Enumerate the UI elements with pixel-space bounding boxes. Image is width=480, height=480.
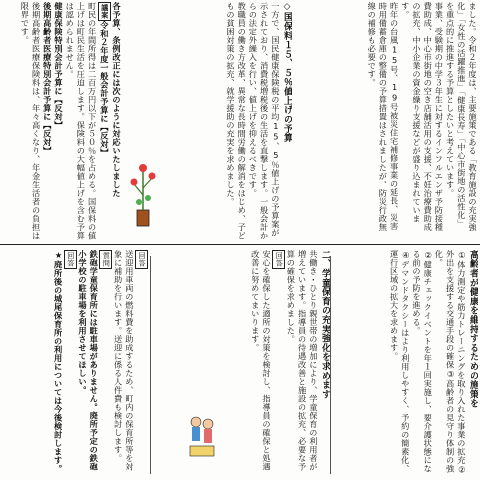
item-3-body: 後期高齢者医療保険料は、年々高くなり、年金生活者の負担は限界です。 bbox=[20, 2, 42, 240]
potted-plant-illustration bbox=[128, 150, 158, 230]
top-mid-paragraph-1: 一方で、国民健康保険税の平均15、5％値上げの予算案が示されており、消費税増税後の生活を直撃します。一般会計からの法定外繰入を行い、値上げを抑えるべきです。 bbox=[248, 2, 281, 240]
bottom-mid-paragraph-1: 共働き・ひとり親世帯の増加により、学童保育の利用者が増えています。指導員の待遇改善と施設の拡充、必要な予算の確保を求めました。 bbox=[286, 250, 319, 471]
bottom-left-paragraph-1: 送迎用車両の燃料費を助成するため、町内の保育所等を対象に補助を行います。送迎に係る人件費も検討します。 bbox=[113, 250, 135, 471]
bottom-mid-paragraph-2: 安心を確保した適所の対策を検討し、指導員の確保と処遇改善に努めてまいります。 bbox=[250, 250, 272, 471]
item-1-body: 町民の年間所得は二百万円以下が５０％を占める。国保料の値上げは町民生活を圧迫します。保険料の大幅値上げを含む予算は認められません。 bbox=[65, 2, 98, 240]
item-1-title bbox=[98, 2, 111, 242]
top-right-text-block bbox=[296, 2, 478, 234]
top-right-line-1: ました。令和２年度は、主要施策である「教育施設の充実強化」「女性の活躍推進」「健康長寿」「中心市街地の活性化」を重点的に推進する予算としたいと考えています。 bbox=[445, 2, 478, 232]
question-tag: 質問 bbox=[99, 250, 112, 269]
bottom-right-paragraph-3: ④デマンドタクシーはより利用しやすく、予約の簡素化、運行区域の拡大を求めます。 bbox=[389, 250, 411, 473]
elderly-health-heading: 高齢者が健康を維持するための施策を bbox=[468, 250, 478, 409]
horizontal-divider bbox=[0, 244, 480, 245]
bottom-right-paragraph-2: ②健康チェックイベントを年１回実施し、要介護状態になる前の予防を進める。 bbox=[411, 250, 434, 473]
budget-response-title: 各予算、条例改正には次のように対応いたしました bbox=[112, 2, 122, 198]
top-left-text-block bbox=[2, 2, 122, 242]
bottom-right-paragraph-1: ①体力測定や筋力トレーニングを取り入れた事業の拡充②外出を支援する交通手段の確保③高齢者の見守り体制の強化。 bbox=[434, 250, 467, 475]
top-mid-paragraph-2: 教職員の働き方改革、異常な長時間労働の解消をはじめ、子どもの貧困対策の拡充、就学援助の充実を求めました。 bbox=[225, 2, 248, 240]
answer-tag-1: 回答 bbox=[135, 250, 148, 269]
after-school-care-heading: 二、学童保育の充実強化を求めます bbox=[320, 250, 330, 399]
top-middle-text-block bbox=[154, 2, 292, 240]
item-3-title: 後期高齢者医療特別会計予算に【反対】 bbox=[42, 2, 53, 155]
children-illustration bbox=[186, 412, 218, 462]
bottom-left-paragraph-3: ★廃所後の城尾保育所の利用については今後検討します。 bbox=[53, 250, 64, 473]
item-2-title: 健康保険特別会計予算に【反対】 bbox=[53, 2, 64, 130]
column-rule-left bbox=[150, 256, 151, 474]
item-1-title-text: 令和２年度一般会計予算に【反対】 bbox=[99, 20, 110, 157]
top-right-line-2: 事業、受験期の中学３年生に対するインフルエンザ予防接種費助成、中心市街地の空き店舗活用の支援、不妊治療費助成の拡充、中小企業の資金繰り支援などが盛り込まれています。 bbox=[400, 2, 445, 232]
answer-tag-2: 回答 bbox=[64, 250, 77, 269]
bottom-mid-answer-tag: 回答 bbox=[272, 250, 285, 269]
national-health-insurance-heading: ◇国保料１５、５％値上げの予算 bbox=[282, 2, 292, 143]
item-1-tag: 議案 bbox=[98, 2, 111, 21]
bottom-left-text-block bbox=[2, 250, 148, 478]
bottom-left-paragraph-2: 鉄砲学童保育所には駐車場がありません。廃所予定の鉄砲小学校の駐車場を利用させてほしい。 bbox=[77, 250, 100, 471]
column-rule bbox=[330, 256, 331, 474]
top-right-line-3: 昨年の台風15号、19号被災住宅補修事業の延長、災害時用備蓄倉庫の整備の予算措置はされましたが、防災行政無線の補修も必要です。 bbox=[367, 2, 400, 232]
bottom-right-text-block bbox=[332, 250, 478, 478]
